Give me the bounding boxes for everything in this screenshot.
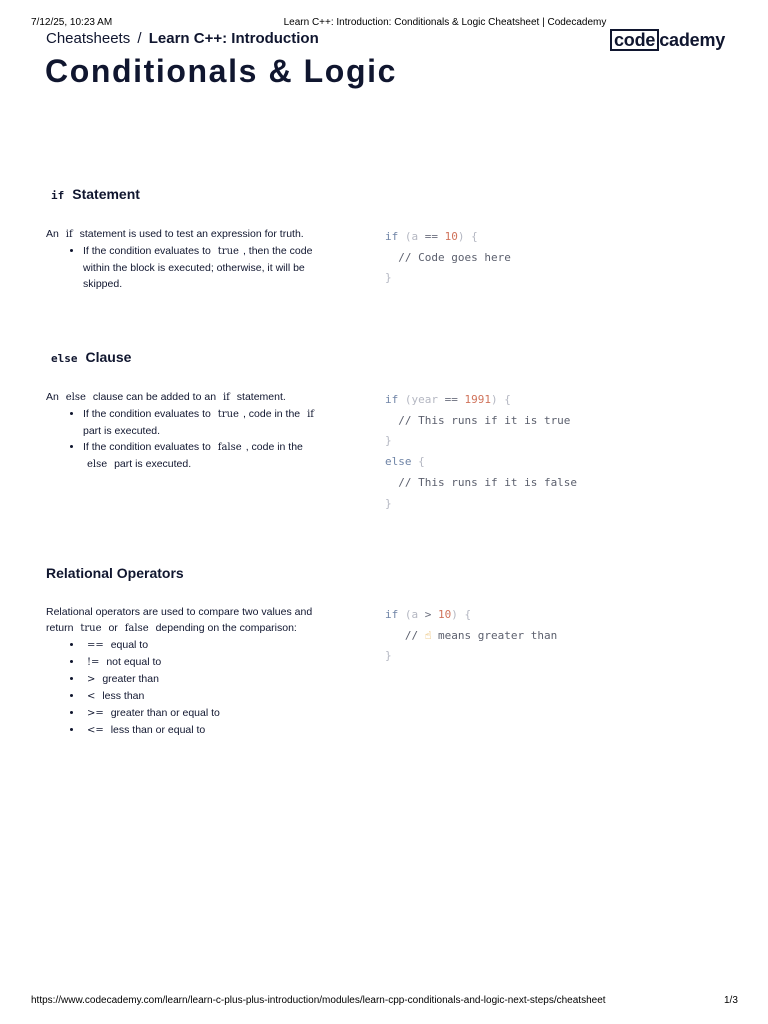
inline-code: true: [217, 246, 239, 257]
code-line: [385, 227, 511, 248]
code-token: a: [411, 608, 419, 621]
code-line: [385, 494, 577, 515]
operator: !=: [87, 657, 100, 668]
code-line: [385, 473, 577, 494]
code-line: [385, 431, 577, 452]
heading-keyword: else: [51, 352, 78, 365]
code-token: }: [385, 434, 392, 448]
section-description: [46, 226, 331, 292]
inline-code: if: [65, 229, 73, 240]
print-doc-title: Learn C++: Introduction: Conditionals & Logic Cheatsheet | Codecademy: [283, 17, 607, 28]
list-item: [83, 439, 331, 473]
section-heading-relational-operators: Relational Operators: [46, 565, 184, 581]
code-example: [385, 605, 557, 667]
code-line: [385, 605, 557, 626]
inline-code: true: [217, 409, 239, 420]
code-token: 10: [438, 608, 452, 621]
description-paragraph: [46, 226, 331, 243]
list-item: [83, 671, 331, 688]
bullet-list: [46, 243, 331, 292]
code-token: // This runs if it is true: [385, 413, 571, 427]
text: , code in the: [245, 441, 303, 453]
code-line: [385, 626, 557, 647]
code-line: [385, 268, 511, 289]
bullet-list: [46, 637, 331, 739]
text: part is executed.: [83, 425, 161, 437]
code-token: }: [385, 271, 392, 285]
breadcrumb-current[interactable]: Learn C++: Introduction: [148, 30, 319, 47]
text: return: [46, 622, 74, 634]
breadcrumb-separator: /: [137, 30, 142, 47]
breadcrumb-cheatsheets-link[interactable]: Cheatsheets: [46, 30, 131, 47]
code-token: year: [411, 393, 438, 406]
text: less than: [102, 690, 145, 702]
text: An: [46, 228, 59, 240]
code-token: }: [385, 496, 392, 510]
text: part is executed.: [114, 458, 192, 470]
heading-text: Statement: [72, 186, 140, 202]
text: greater than or equal to: [110, 707, 220, 719]
heading-keyword: if: [51, 189, 65, 202]
heading-text: Clause: [85, 349, 132, 365]
code-token: ) {: [451, 608, 472, 621]
inline-code: if: [307, 409, 314, 420]
code-token: ==: [438, 393, 465, 406]
inline-code: else: [87, 459, 108, 470]
text: If the condition evaluates to: [83, 245, 211, 257]
bullet-list: [46, 406, 331, 473]
code-token: ) {: [491, 393, 511, 406]
code-line: [385, 248, 511, 269]
inline-code: else: [65, 392, 86, 403]
list-item: [83, 705, 331, 722]
code-token: (: [398, 608, 412, 621]
code-line: [385, 452, 577, 473]
print-datetime: 7/12/25, 10:23 AM: [31, 17, 113, 28]
code-token: a: [411, 230, 419, 243]
list-item: [83, 654, 331, 671]
code-token: //: [385, 628, 425, 642]
code-example: [385, 390, 577, 514]
code-token: {: [411, 455, 425, 469]
text: statement.: [236, 391, 286, 403]
text: Relational operators are used to compare two values and: [46, 606, 313, 618]
text: not equal to: [106, 656, 162, 668]
description-paragraph: [46, 604, 331, 637]
operator: <: [87, 691, 96, 702]
page-number: 1/3: [724, 995, 738, 1006]
text: depending on the comparison:: [155, 622, 297, 634]
inline-code: false: [217, 442, 242, 453]
code-example: [385, 227, 511, 289]
pointing-up-icon: ☝: [424, 628, 432, 642]
code-token: >: [418, 608, 438, 621]
text: If the condition evaluates to: [83, 441, 211, 453]
text: or: [108, 622, 118, 634]
section-heading-else-clause: [51, 349, 131, 365]
operator: >=: [87, 708, 104, 719]
inline-code: true: [80, 623, 102, 634]
footer-url: https://www.codecademy.com/learn/learn-c-plus-plus-introduction/modules/learn-cpp-conditionals-and-logic-next-steps/cheatsheet: [31, 995, 606, 1006]
code-token: ) {: [457, 230, 478, 243]
operator: ==: [87, 640, 104, 651]
text: equal to: [110, 639, 149, 651]
code-line: [385, 390, 577, 411]
code-token: 10: [444, 230, 458, 243]
list-item: [83, 637, 331, 654]
code-token: ==: [418, 230, 445, 243]
code-token: // This runs if it is false: [385, 475, 578, 489]
code-token: else: [385, 455, 412, 469]
code-token: if: [385, 393, 399, 406]
list-item: [83, 243, 331, 292]
text: greater than: [102, 673, 159, 685]
section-description: [46, 389, 331, 473]
text: An: [46, 391, 59, 403]
text: , then the code within the block is executed; otherwise, it will be skipped.: [83, 245, 313, 290]
operator: >: [87, 674, 96, 685]
logo-code-part: code: [610, 29, 659, 51]
code-token: if: [385, 608, 399, 621]
code-token: }: [385, 649, 392, 663]
inline-code: false: [124, 623, 149, 634]
code-line: [385, 646, 557, 667]
text: , code in the: [242, 408, 301, 420]
list-item: [83, 722, 331, 739]
page-title: Conditionals & Logic: [45, 53, 397, 89]
code-token: (: [398, 393, 412, 406]
text: statement is used to test an expression for truth.: [79, 228, 304, 240]
list-item: [83, 406, 331, 439]
code-token: if: [385, 230, 399, 243]
description-paragraph: [46, 389, 331, 406]
inline-code: if: [222, 392, 230, 403]
codecademy-logo[interactable]: [610, 29, 725, 51]
code-token: (: [398, 230, 412, 243]
code-token: means greater than: [431, 628, 558, 642]
code-token: 1991: [464, 393, 491, 406]
logo-cademy-part: cademy: [659, 30, 726, 50]
text: If the condition evaluates to: [83, 408, 211, 420]
code-token: // Code goes here: [385, 250, 511, 264]
section-description: [46, 604, 331, 739]
text: less than or equal to: [110, 724, 206, 736]
breadcrumb: [46, 30, 319, 47]
text: clause can be added to an: [92, 391, 217, 403]
section-heading-if-statement: [51, 186, 140, 202]
code-line: [385, 411, 577, 432]
operator: <=: [87, 725, 104, 736]
list-item: [83, 688, 331, 705]
